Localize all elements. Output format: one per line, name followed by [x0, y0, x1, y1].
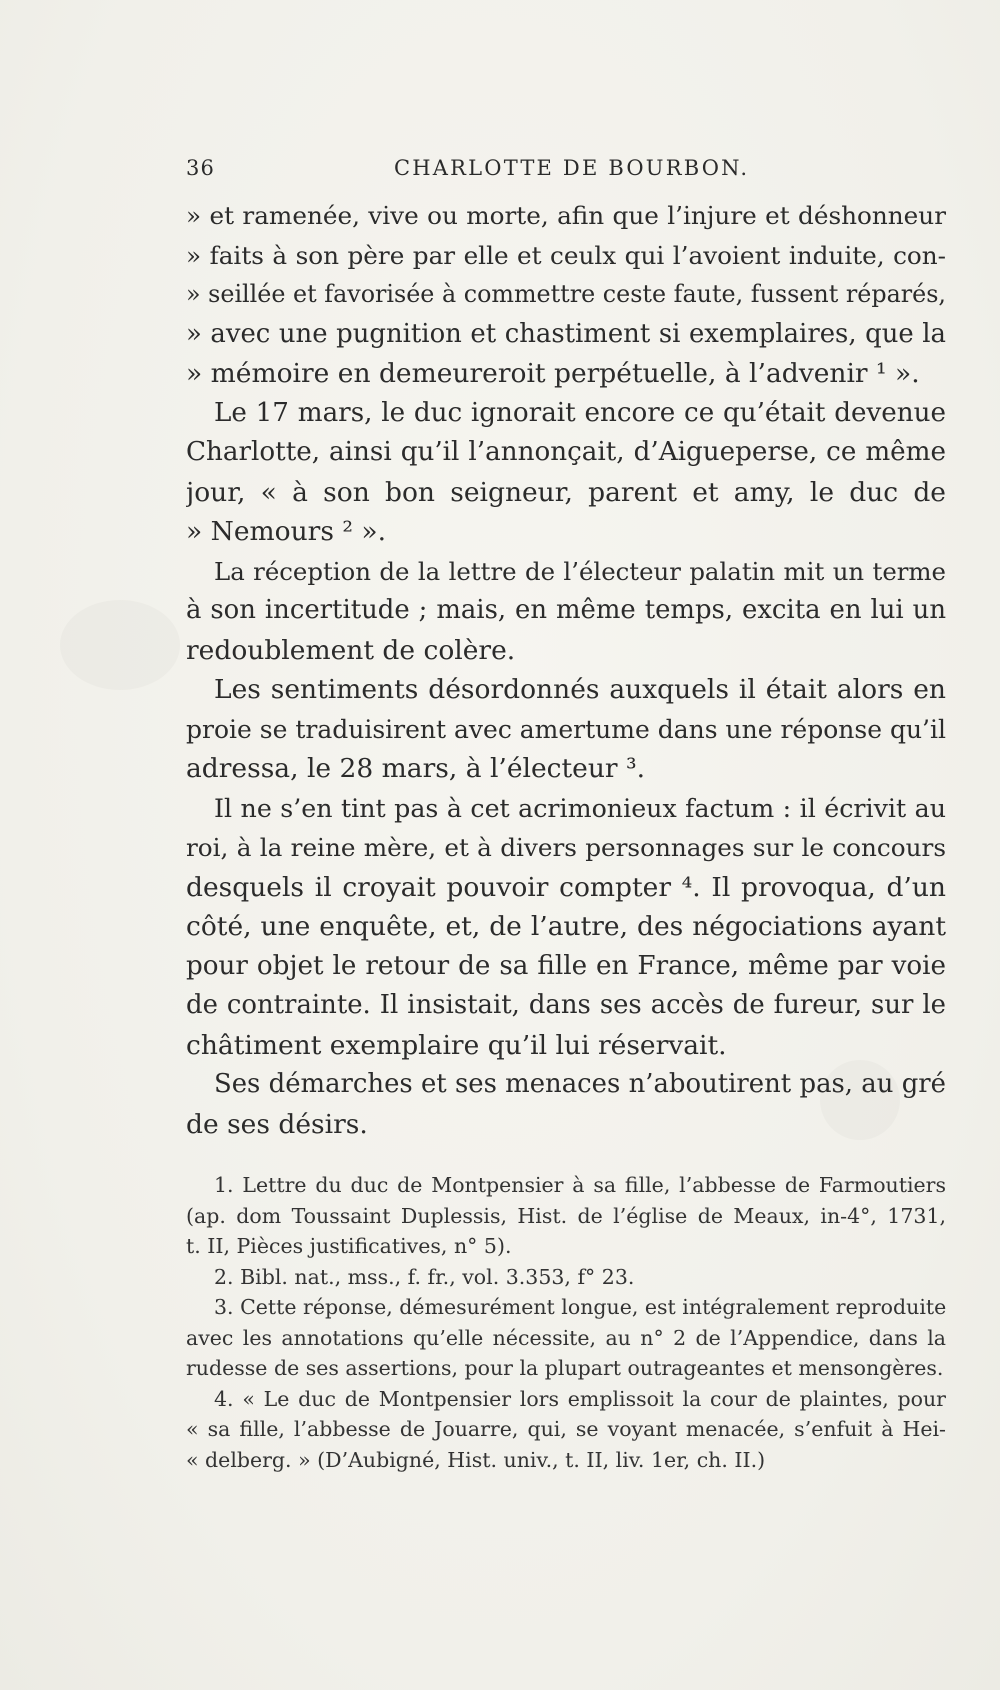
- footnote-line: avec les annotations qu’elle nécessite, au n° 2 de l’Appendice, dans la: [186, 1325, 946, 1350]
- footnote-line: 4. « Le duc de Montpensier lors emplissoit la cour de plaintes, pour: [214, 1386, 946, 1411]
- text-line: Ses démarches et ses menaces n’aboutirent pas, au gré: [214, 1069, 946, 1099]
- text-line: Il ne s’en tint pas à cet acrimonieux factum : il écrivit au: [214, 793, 946, 823]
- running-title: CHARLOTTE DE BOURBON.: [394, 156, 750, 180]
- text-line: desquels il croyait pouvoir compter ⁴. Il provoqua, d’un: [186, 871, 946, 903]
- text-line: La réception de la lettre de l’électeur palatin mit un terme: [214, 556, 946, 586]
- footnote-line: (ap. dom Toussaint Duplessis, Hist. de l’église de Meaux, in-4°, 1731,: [186, 1203, 946, 1228]
- text-line: » seillée et favorisée à commettre ceste faute, fussent réparés,: [186, 280, 946, 308]
- footnotes: [186, 1170, 946, 1475]
- text-line: » et ramenée, vive ou morte, afin que l’injure et déshonneur: [186, 201, 946, 230]
- text-line: côté, une enquête, et, de l’autre, des négociations ayant: [186, 911, 946, 942]
- page-number: 36: [186, 156, 216, 180]
- text-line: châtiment exemplaire qu’il lui réservait.: [186, 1029, 727, 1061]
- text-line: » avec une pugnition et chastiment si exemplaires, que la: [186, 318, 946, 349]
- text-line: » faits à son père par elle et ceulx qui l’avoient induite, con-: [186, 240, 946, 270]
- footnote-line: 2. Bibl. nat., mss., f. fr., vol. 3.353, f° 23.: [214, 1264, 635, 1289]
- text-line: Charlotte, ainsi qu’il l’annonçait, d’Aigueperse, ce même: [186, 437, 946, 467]
- text-line: à son incertitude ; mais, en même temps, excita en lui un: [186, 595, 946, 625]
- footnote-line: 3. Cette réponse, démesurément longue, est intégralement reproduite: [214, 1295, 946, 1319]
- paper-stain: [60, 600, 180, 690]
- footnote-line: « delberg. » (D’Aubigné, Hist. univ., t. II, liv. 1er, ch. II.): [186, 1447, 766, 1472]
- text-line: jour, « à son bon seigneur, parent et amy, le duc de: [186, 476, 946, 508]
- text-line: adressa, le 28 mars, à l’électeur ³.: [186, 753, 646, 784]
- text-line: » Nemours ² ».: [186, 516, 387, 547]
- running-header: [186, 156, 946, 186]
- footnote-line: 1. Lettre du duc de Montpensier à sa fille, l’abbesse de Farmoutiers: [214, 1173, 946, 1197]
- footnote-line: rudesse de ses assertions, pour la plupart outrageantes et mensongères.: [186, 1356, 944, 1380]
- text-line: Les sentiments désordonnés auxquels il était alors en: [214, 674, 946, 705]
- text-line: » mémoire en demeureroit perpétuelle, à l’advenir ¹ ».: [186, 358, 920, 389]
- text-line: roi, à la reine mère, et à divers personnages sur le concours: [186, 833, 946, 862]
- text-line: Le 17 mars, le duc ignorait encore ce qu’était devenue: [214, 397, 946, 428]
- text-line: proie se traduisirent avec amertume dans une réponse qu’il: [186, 714, 946, 744]
- text-line: pour objet le retour de sa fille en France, même par voie: [186, 950, 946, 981]
- footnote-line: « sa fille, l’abbesse de Jouarre, qui, se voyant menacée, s’enfuit à Hei-: [186, 1417, 946, 1441]
- text-line: de ses désirs.: [186, 1108, 368, 1140]
- footnote-line: t. II, Pièces justificatives, n° 5).: [186, 1234, 512, 1258]
- text-line: redoublement de colère.: [186, 634, 516, 666]
- text-line: de contrainte. Il insistait, dans ses accès de fureur, sur le: [186, 990, 946, 1020]
- main-text: [186, 196, 946, 1144]
